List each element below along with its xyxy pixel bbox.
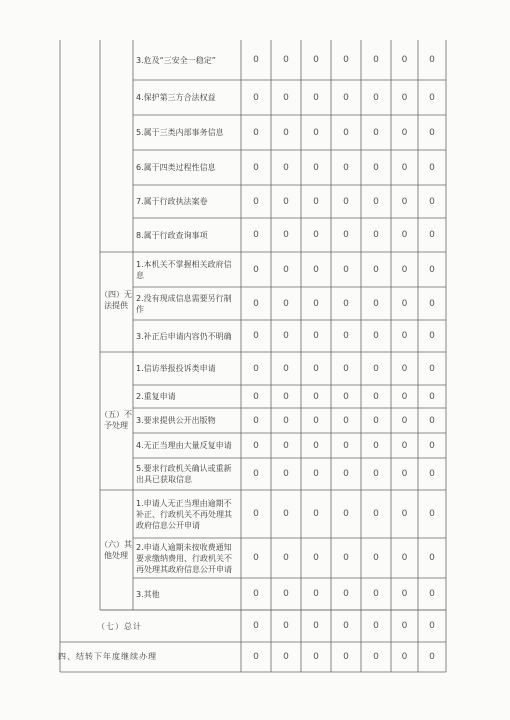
row-item-label: 3.危及“三安全一稳定” (136, 55, 216, 65)
row-item-label: 3.要求提供公开出版物 (136, 416, 216, 425)
cell-value: 0 (253, 440, 259, 451)
cell-value: 0 (343, 509, 349, 519)
cell-value: 0 (283, 264, 289, 275)
cell-value: 0 (401, 162, 408, 173)
cell-value: 0 (253, 621, 259, 631)
cell-value: 0 (343, 196, 349, 207)
cell-value: 0 (283, 509, 289, 519)
cell-value: 0 (373, 363, 379, 374)
cell-value: 0 (373, 230, 379, 240)
row-item-label: 5.属于三类内部事务信息 (136, 128, 224, 137)
cell-value: 0 (429, 589, 435, 599)
cell-value: 0 (373, 92, 379, 103)
cell-value: 0 (313, 589, 319, 599)
cell-value: 0 (313, 92, 319, 103)
cell-value: 0 (373, 553, 379, 563)
cell-value: 0 (253, 553, 259, 563)
cell-value: 0 (253, 331, 259, 341)
cell-value: 0 (283, 589, 289, 599)
cell-value: 0 (313, 331, 319, 341)
cell-value: 0 (313, 298, 319, 309)
cell-value: 0 (373, 589, 379, 599)
cell-value: 0 (373, 440, 379, 451)
row-item-label: 7.属于行政执法案卷 (136, 197, 208, 206)
cell-value: 0 (429, 298, 435, 309)
cell-value: 0 (373, 331, 379, 341)
cell-value: 0 (343, 589, 349, 599)
cell-value: 0 (429, 391, 435, 402)
cell-value: 0 (313, 621, 319, 631)
cell-value: 0 (429, 264, 435, 275)
cell-value: 0 (429, 196, 435, 207)
row-item-label: 3.其他 (136, 589, 160, 599)
cell-value: 0 (401, 509, 408, 519)
cell-value: 0 (253, 415, 259, 426)
cell-value: 0 (429, 230, 435, 240)
cell-value: 0 (373, 55, 379, 65)
cell-value: 0 (253, 92, 259, 103)
cell-value: 0 (313, 415, 319, 426)
group-label-not-processed: （五）不予处理 (100, 410, 132, 430)
cell-value: 0 (283, 55, 289, 65)
cell-value: 0 (401, 415, 408, 426)
cell-value: 0 (283, 230, 289, 240)
cell-value: 0 (313, 363, 319, 374)
cell-value: 0 (343, 652, 349, 662)
cell-value: 0 (313, 127, 319, 138)
cell-value: 0 (253, 509, 259, 519)
cell-value: 0 (283, 469, 289, 479)
cell-value: 0 (373, 621, 379, 631)
carry-over-label: 四、结转下年度继续办理 (58, 651, 157, 661)
cell-value: 0 (253, 652, 259, 662)
row-item-label: 3.补正后申请内容仍不明确 (136, 331, 232, 341)
cell-value: 0 (429, 331, 435, 341)
cell-value: 0 (401, 127, 408, 138)
row-item-label: 1.申请人无正当理由逾期不补正、行政机关不再处理其政府信息公开申请 (136, 498, 232, 530)
cell-value: 0 (429, 440, 435, 451)
row-item-label: 6.属于四类过程性信息 (136, 163, 216, 172)
cell-value: 0 (401, 298, 408, 309)
cell-value: 0 (253, 298, 259, 309)
cell-value: 0 (429, 162, 435, 173)
cell-value: 0 (401, 196, 408, 207)
cell-value: 0 (343, 230, 349, 240)
cell-value: 0 (253, 264, 259, 275)
cell-value: 0 (253, 162, 259, 173)
cell-value: 0 (343, 415, 349, 426)
cell-value: 0 (429, 621, 435, 631)
group-label-other-handling: （六）其他处理 (100, 540, 132, 560)
cell-value: 0 (401, 55, 408, 65)
row-item-label: 8.属于行政查询事项 (136, 230, 208, 240)
cell-value: 0 (429, 55, 435, 65)
group-label-unable-to-provide: （四）无法提供 (100, 290, 132, 310)
cell-value: 0 (373, 652, 379, 662)
cell-value: 0 (373, 298, 379, 309)
row-item-label: 4.保护第三方合法权益 (136, 93, 216, 102)
cell-value: 0 (401, 621, 408, 631)
cell-value: 0 (429, 127, 435, 138)
cell-value: 0 (343, 162, 349, 173)
cell-value: 0 (429, 363, 435, 374)
cell-value: 0 (343, 363, 349, 374)
cell-value: 0 (373, 391, 379, 402)
cell-value: 0 (343, 127, 349, 138)
cell-value: 0 (313, 469, 319, 479)
cell-value: 0 (373, 264, 379, 275)
cell-value: 0 (283, 162, 289, 173)
cell-value: 0 (283, 92, 289, 103)
cell-value: 0 (283, 391, 289, 402)
cell-value: 0 (313, 264, 319, 275)
cell-value: 0 (283, 652, 289, 662)
cell-value: 0 (313, 553, 319, 563)
cell-value: 0 (343, 621, 349, 631)
cell-value: 0 (401, 652, 408, 662)
cell-value: 0 (283, 621, 289, 631)
cell-value: 0 (401, 363, 408, 374)
cell-value: 0 (343, 55, 349, 65)
cell-value: 0 (313, 509, 319, 519)
row-item-label: 5.要求行政机关确认或重新出具已获取信息 (136, 464, 232, 484)
row-item-label: 2.申请人逾期未按收费通知要求缴纳费用、行政机关不再处理其政府信息公开申请 (136, 542, 232, 574)
cell-value: 0 (253, 196, 259, 207)
cell-value: 0 (283, 196, 289, 207)
cell-value: 0 (343, 298, 349, 309)
cell-value: 0 (373, 196, 379, 207)
cell-value: 0 (313, 230, 319, 240)
cell-value: 0 (401, 440, 408, 451)
cell-value: 0 (313, 162, 319, 173)
cell-value: 0 (343, 440, 349, 451)
cell-value: 0 (373, 469, 379, 479)
cell-value: 0 (283, 298, 289, 309)
cell-value: 0 (401, 391, 408, 402)
cell-value: 0 (283, 363, 289, 374)
cell-value: 0 (253, 589, 259, 599)
cell-value: 0 (343, 264, 349, 275)
cell-value: 0 (401, 92, 408, 103)
cell-value: 0 (253, 55, 259, 65)
cell-value: 0 (253, 363, 259, 374)
cell-value: 0 (253, 469, 259, 479)
cell-value: 0 (313, 196, 319, 207)
cell-value: 0 (401, 589, 408, 599)
row-item-label: 1.信访举报投诉类申请 (136, 364, 216, 373)
cell-value: 0 (313, 55, 319, 65)
cell-value: 0 (373, 415, 379, 426)
cell-value: 0 (313, 440, 319, 451)
cell-value: 0 (313, 391, 319, 402)
cell-value: 0 (343, 553, 349, 563)
cell-value: 0 (283, 415, 289, 426)
cell-value: 0 (343, 92, 349, 103)
cell-value: 0 (253, 230, 259, 240)
row-item-label: 1.本机关不掌握相关政府信息 (136, 259, 232, 280)
cell-value: 0 (373, 509, 379, 519)
cell-value: 0 (283, 440, 289, 451)
cell-value: 0 (429, 509, 435, 519)
cell-value: 0 (253, 127, 259, 138)
total-label: （七）总计 (97, 621, 142, 631)
cell-value: 0 (401, 264, 408, 275)
cell-value: 0 (313, 652, 319, 662)
cell-value: 0 (283, 127, 289, 138)
row-item-label: 2.重复申请 (136, 392, 176, 401)
row-item-label: 4.无正当理由大量反复申请 (136, 441, 232, 450)
cell-value: 0 (283, 553, 289, 563)
cell-value: 0 (343, 331, 349, 341)
cell-value: 0 (401, 469, 408, 479)
cell-value: 0 (343, 469, 349, 479)
cell-value: 0 (373, 127, 379, 138)
cell-value: 0 (283, 331, 289, 341)
cell-value: 0 (373, 162, 379, 173)
cell-value: 0 (429, 652, 435, 662)
cell-value: 0 (429, 92, 435, 103)
row-item-label: 2.没有现成信息需要另行制作 (136, 293, 232, 314)
cell-value: 0 (429, 469, 435, 479)
cell-value: 0 (343, 391, 349, 402)
cell-value: 0 (401, 331, 408, 341)
cell-value: 0 (401, 553, 408, 563)
cell-value: 0 (401, 230, 408, 240)
cell-value: 0 (253, 391, 259, 402)
cell-value: 0 (429, 415, 435, 426)
cell-value: 0 (429, 553, 435, 563)
